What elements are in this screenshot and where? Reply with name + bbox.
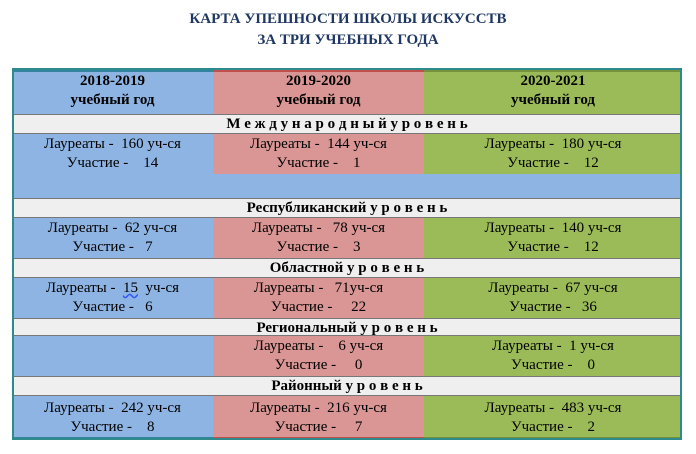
participation-text: Участие - 7 [274,419,363,435]
header-year: 2020-2021 [520,73,586,89]
header-year: 2018-2019 [80,73,145,89]
header-year-label: учебный год [276,92,361,108]
laureates-number: 15 [122,280,138,296]
laureates-text: Лауреаты - 78 уч-ся [251,220,386,236]
level-international: М е ж д у н а р о д н ы й у р о в е н ь [12,114,682,134]
laureates-text: Лауреаты - 67 уч-ся [488,280,618,296]
table-border [12,68,682,440]
participation-text: Участие - 7 [72,239,153,255]
participation-text: Участие - 6 [72,299,153,315]
page-title-line-2: ЗА ТРИ УЧЕБНЫХ ГОДА [257,32,439,48]
header-year-label: учебный год [511,92,595,108]
level-republican: Республиканский у р о в е н ь [12,198,682,218]
laureates-text: Лауреаты - 180 уч-ся [484,136,622,152]
laureates-suffix: уч-ся [137,280,180,296]
laureates-text: Лауреаты - 242 уч-ся [44,400,181,416]
participation-text: Участие - 0 [511,357,595,373]
laureates-text: Лауреаты - 144 уч-ся [250,136,387,152]
laureates-text: Лауреаты - 483 уч-ся [484,400,622,416]
laureates-text: Лауреаты - 71уч-ся [253,280,384,296]
participation-text: Участие - 36 [509,299,597,315]
participation-text: Участие - 12 [507,155,599,171]
participation-text: Участие - 14 [66,155,159,171]
level-oblast: Областной у р о в е н ь [12,258,682,278]
level-regional: Региональный у р о в е н ь [12,318,682,336]
participation-text: Участие - 12 [507,239,599,255]
participation-text: Участие - 22 [270,299,367,315]
participation-text: Участие - 0 [274,357,363,373]
success-table [12,68,682,440]
laureates-text: Лауреаты - 160 уч-ся [44,136,181,152]
header-year: 2019-2020 [286,73,351,89]
header-year-label: учебный год [70,92,155,108]
laureates-prefix: Лауреаты - [45,280,123,296]
participation-text: Участие - 2 [511,419,595,435]
participation-text: Участие - 8 [70,419,155,435]
laureates-text: Лауреаты - 6 уч-ся [253,338,384,354]
participation-text: Участие - 1 [276,155,361,171]
participation-text: Участие - 3 [276,239,361,255]
laureates-text: Лауреаты - 216 уч-ся [250,400,387,416]
laureates-text: Лауреаты - 62 уч-ся [47,220,178,236]
laureates-text: Лауреаты - 140 уч-ся [484,220,622,236]
laureates-text: Лауреаты - 1 уч-ся [492,338,614,354]
level-district: Районный у р о в е н ь [12,376,682,396]
page-title-line-1: КАРТА УПЕШНОСТИ ШКОЛЫ ИСКУССТВ [189,11,507,27]
